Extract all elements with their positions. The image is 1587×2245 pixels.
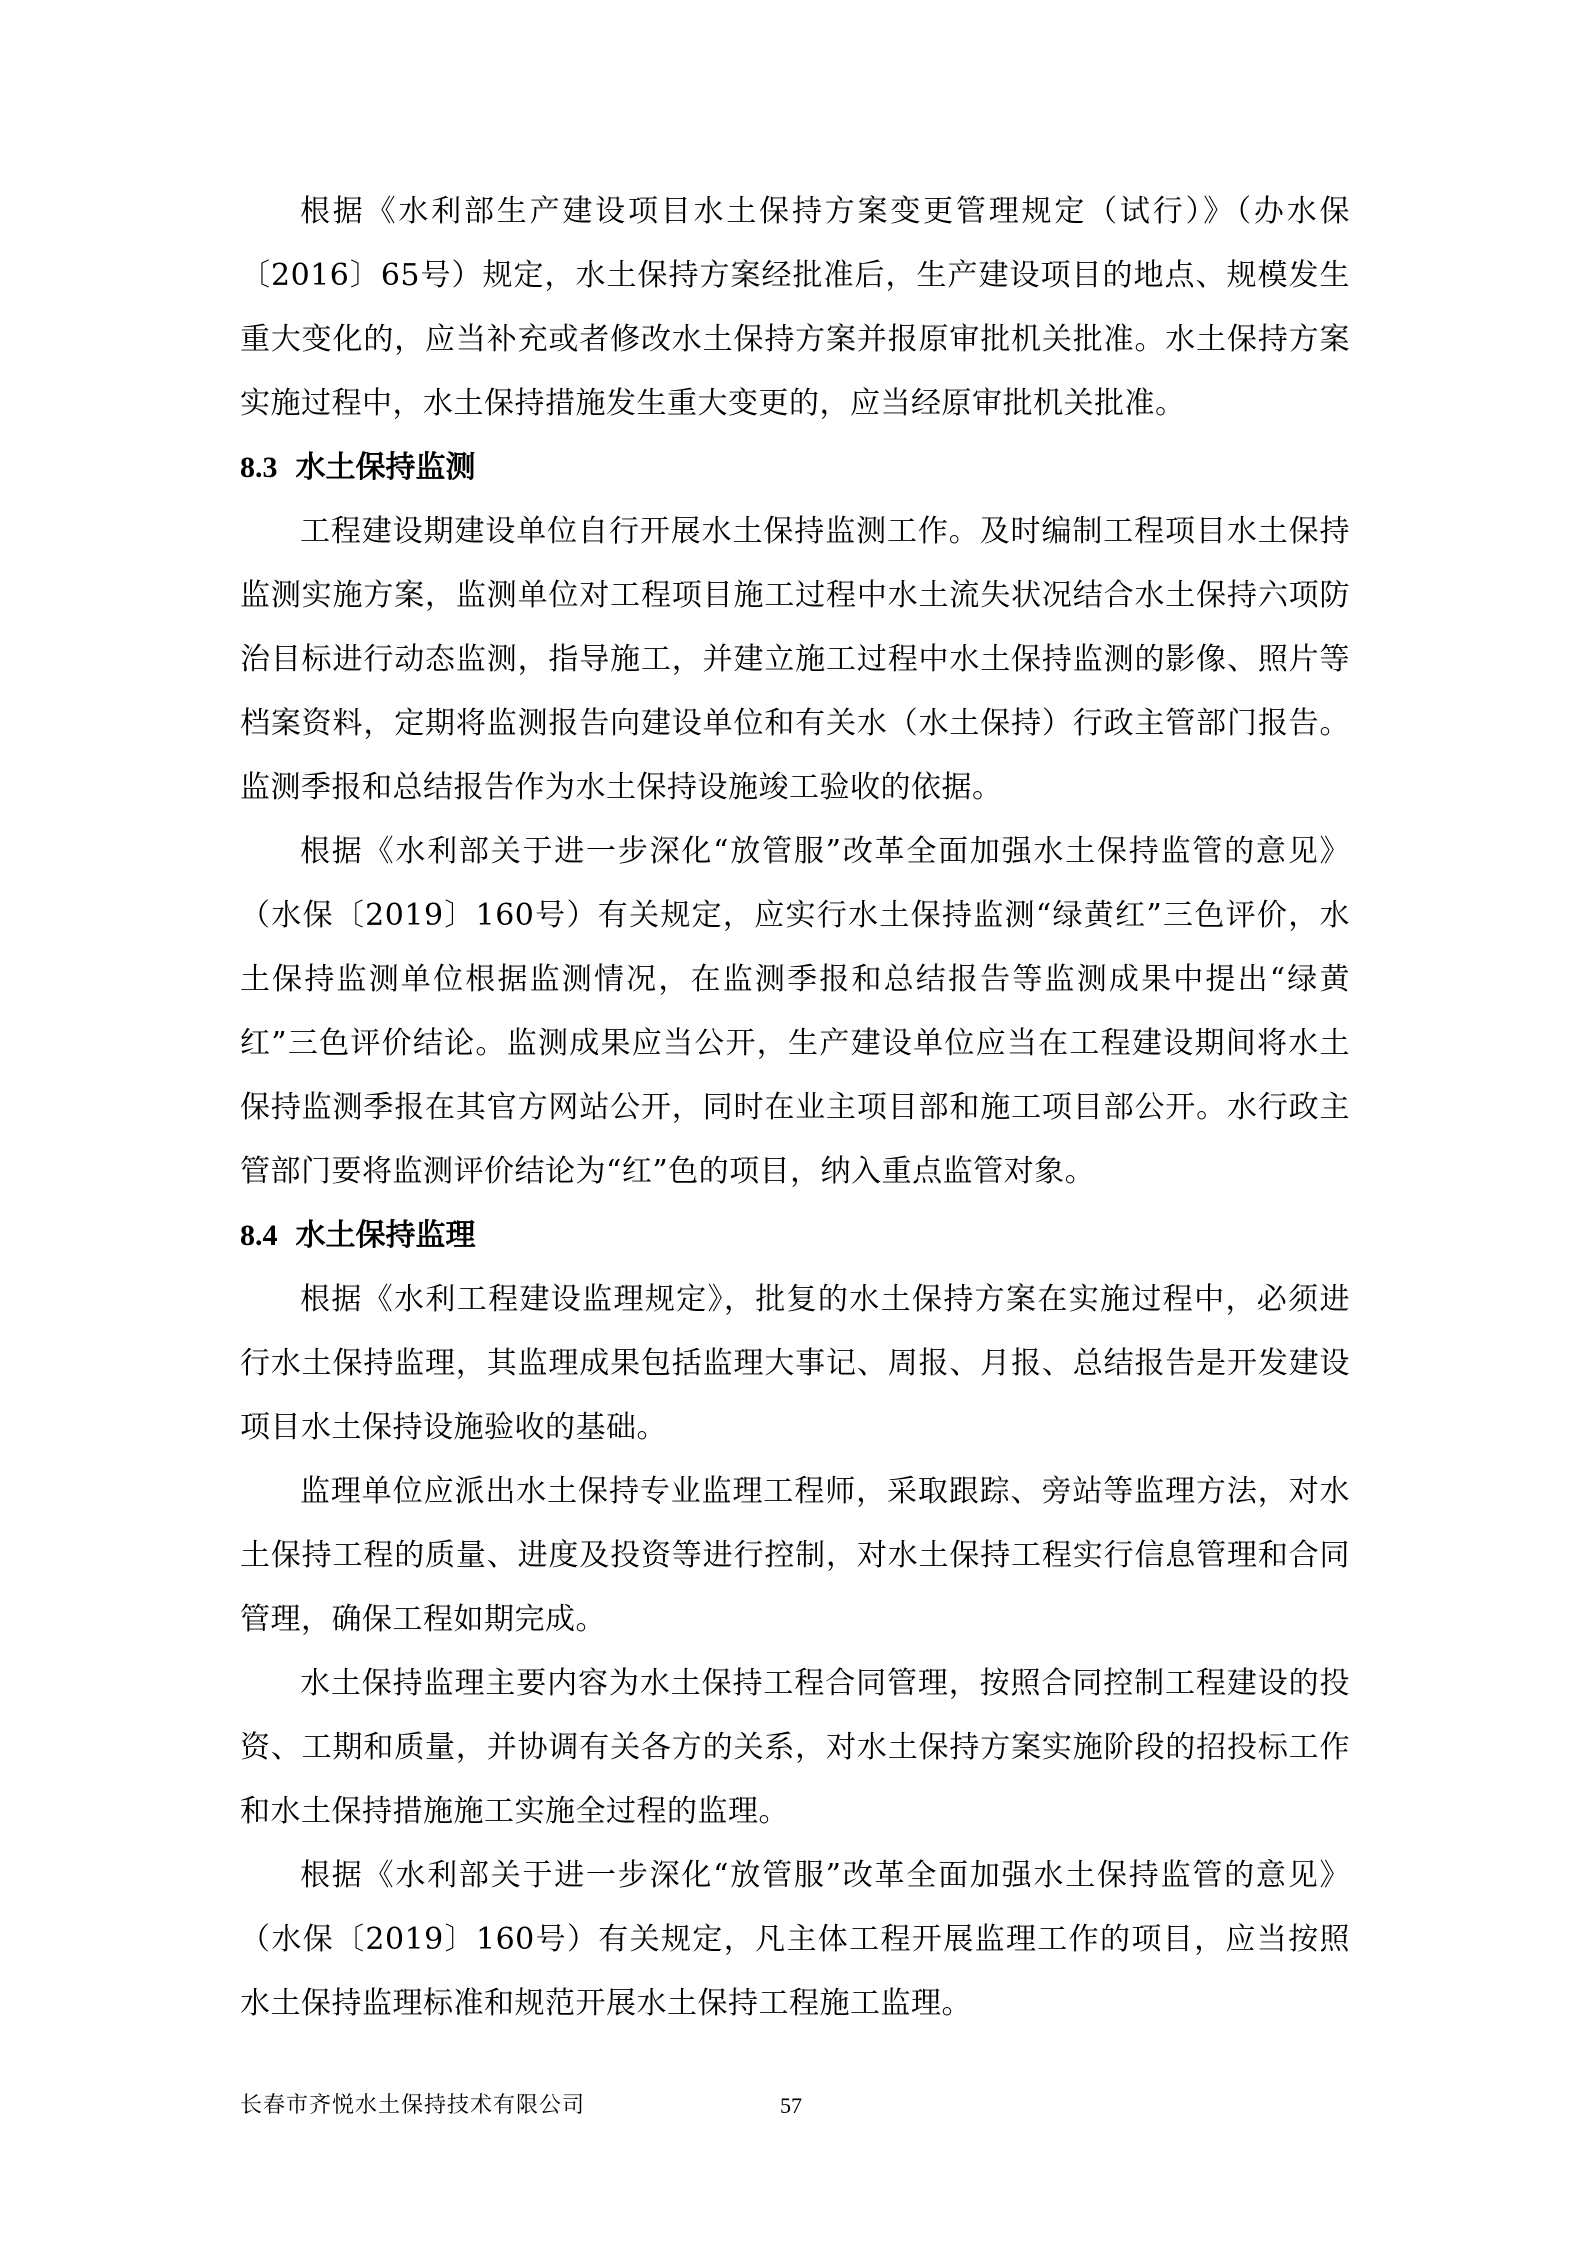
paragraph-supervision-basis: 根据《水利工程建设监理规定》，批复的水土保持方案在实施过程中，必须进行水土保持监理，其监理成果包括监理大事记、周报、月报、总结报告是开发建设项目水土保持设施验收的基础。 (240, 1282, 1350, 1445)
page-footer (240, 2086, 1350, 2126)
paragraph-supervision-rules: 根据《水利部关于进一步深化“放管服”改革全面加强水土保持监管的意见》（水保〔2019〕160号）有关规定，凡主体工程开展监理工作的项目，应当按照水土保持监理标准和规范开展水土保持工程施工监理。 (240, 1858, 1350, 2021)
paragraph-monitoring-evaluation: 根据《水利部关于进一步深化“放管服”改革全面加强水土保持监管的意见》（水保〔2019〕160号）有关规定，应实行水土保持监测“绿黄红”三色评价，水土保持监测单位根据监测情况，在监测季报和总结报告等监测成果中提出“绿黄红”三色评价结论。监测成果应当公开，生产建设单位应当在工程建设期间将水土保持监测季报在其官方网站公开，同时在业主项目部和施工项目部公开。水行政主管部门要将监测评价结论为“红”色的项目，纳入重点监管对象。 (240, 834, 1350, 1189)
section-title: 水土保持监测 (295, 450, 476, 485)
section-title: 水土保持监理 (295, 1218, 476, 1253)
section-heading-8-4 (240, 1204, 1350, 1268)
section-number: 8.4 (240, 1219, 278, 1252)
footer-company-name: 长春市齐悦水土保持技术有限公司 (240, 2093, 586, 2118)
page-number: 57 (780, 2093, 802, 2118)
paragraph-supervision-content: 水土保持监理主要内容为水土保持工程合同管理，按照合同控制工程建设的投资、工期和质量，并协调有关各方的关系，对水土保持方案实施阶段的招投标工作和水土保持措施施工实施全过程的监理。 (240, 1666, 1350, 1829)
document-body (240, 180, 1350, 2036)
paragraph-supervision-engineer: 监理单位应派出水土保持专业监理工程师，采取跟踪、旁站等监理方法，对水土保持工程的质量、进度及投资等进行控制，对水土保持工程实行信息管理和合同管理，确保工程如期完成。 (240, 1474, 1350, 1637)
paragraph-monitoring-work: 工程建设期建设单位自行开展水土保持监测工作。及时编制工程项目水土保持监测实施方案，监测单位对工程项目施工过程中水土流失状况结合水土保持六项防治目标进行动态监测，指导施工，并建立施工过程中水土保持监测的影像、照片等档案资料，定期将监测报告向建设单位和有关水（水土保持）行政主管部门报告。监测季报和总结报告作为水土保持设施竣工验收的依据。 (240, 514, 1350, 805)
paragraph-plan-change-rules: 根据《水利部生产建设项目水土保持方案变更管理规定（试行）》（办水保〔2016〕65号）规定，水土保持方案经批准后，生产建设项目的地点、规模发生重大变化的，应当补充或者修改水土保持方案并报原审批机关批准。水土保持方案实施过程中，水土保持措施发生重大变更的，应当经原审批机关批准。 (240, 194, 1350, 421)
section-number: 8.3 (240, 451, 278, 484)
section-heading-8-3 (240, 436, 1350, 500)
